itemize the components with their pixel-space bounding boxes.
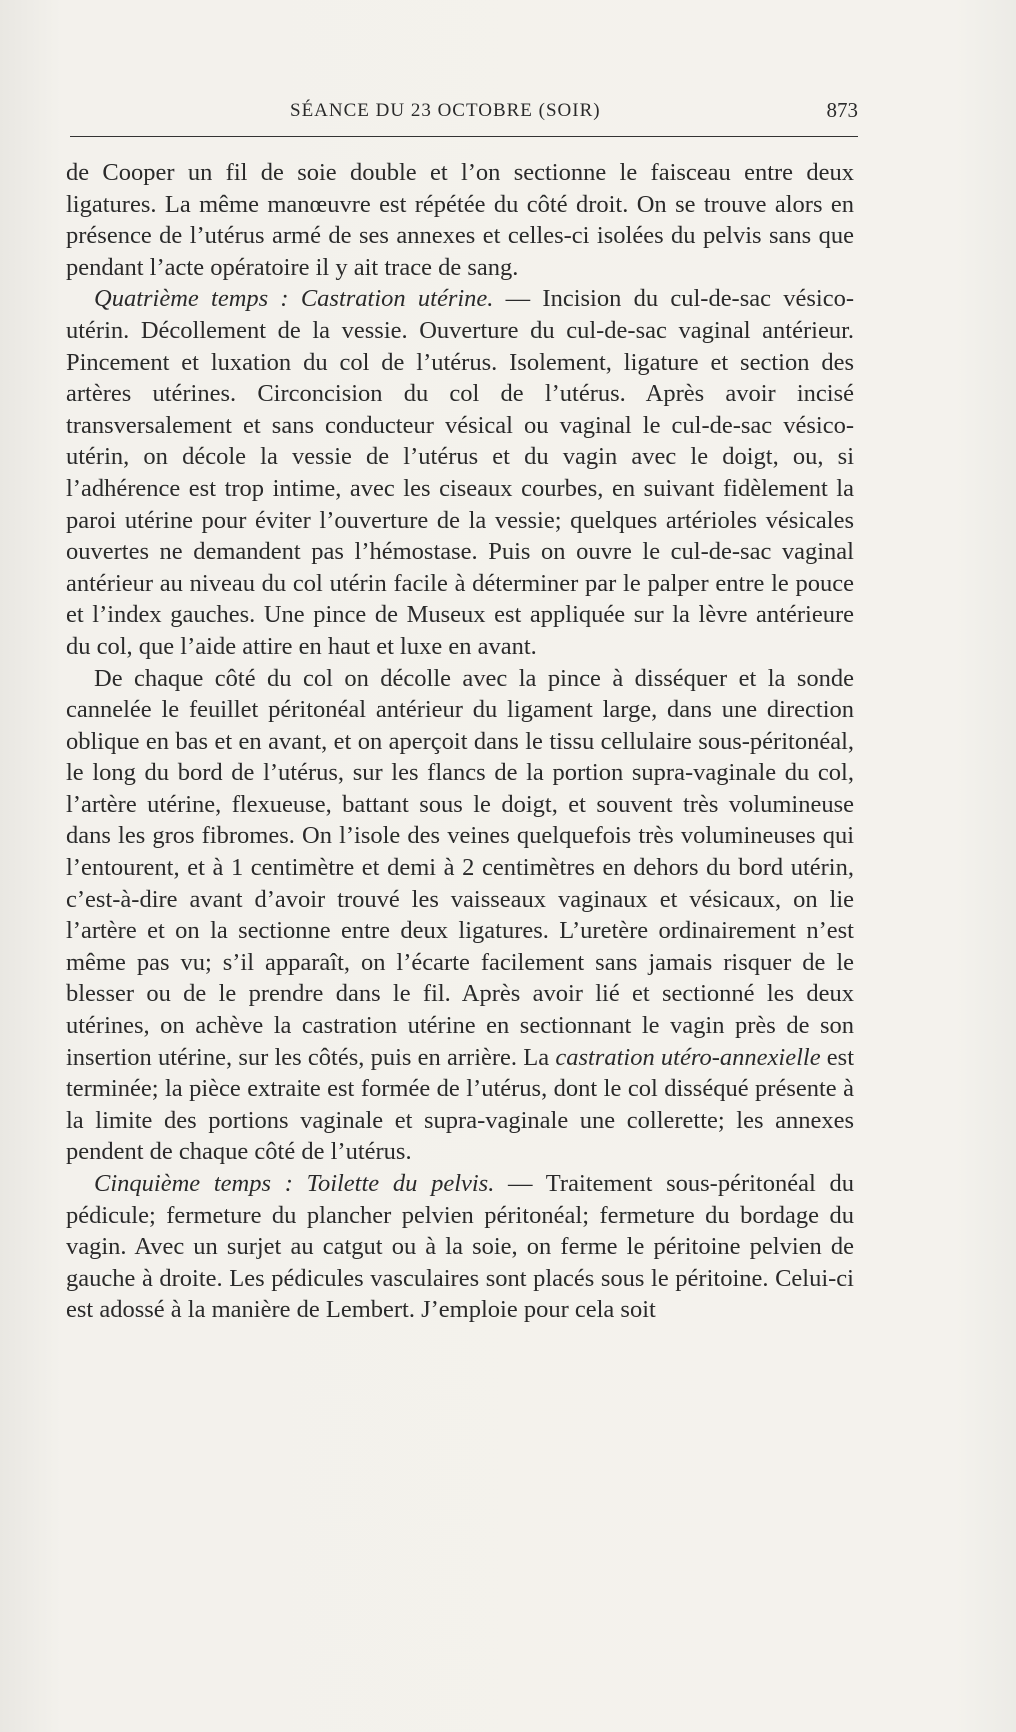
body-text (66, 157, 854, 1326)
section-title-5: Cinquième temps : Toilette du pelvis. (94, 1170, 495, 1197)
paragraph-2-text: — Incision du cul-de-sac vésico-utérin. Décollement de la vessie. Ouverture du cul-de-sac vaginal antérieur. Pincement et luxation du col de l’utérus. Isolement, ligature et section des artères utérines. Circoncision du col de l’utérus. Après avoir incisé transversalement et sans conducteur vésical ou vaginal le cul-de-sac vésico-utérin, on décole la vessie de l’utérus et du vagin avec le doigt, ou, si l’adhérence est trop intime, avec les ciseaux courbes, en suivant fidèlement la paroi utérine pour éviter l’ouverture de la vessie; quelques artérioles vésicales ouvertes ne demandent pas l’hémostase. Puis on ouvre le cul-de-sac vaginal antérieur au niveau du col utérin facile à déterminer par le palper entre le pouce et l’index gauches. Une pince de Museux est appliquée sur la lèvre antérieure du col, que l’aide attire en haut et luxe en avant. (66, 285, 854, 660)
section-title-4: Quatrième temps : Castration utérine. (94, 285, 494, 313)
page-number: 873 (826, 98, 858, 122)
paragraph-3 (66, 663, 854, 1169)
paragraph-3-text-a: De chaque côté du col on décolle avec la pince à disséquer et la sonde cannelée le feuillet péritonéal antérieur du ligament large, dans une direction oblique en bas et en avant, et on aperçoit dans le tissu cellulaire sous-péritonéal, le long du bord de l’utérus, sur les flancs de la portion supra-vaginale du col, l’artère utérine, flexueuse, battant sous le doigt, et souvent très volumineuse dans les gros fibromes. On l’isole des veines quelquefois très volumineuses qui l’entourent, et à 1 centimètre et demi à 2 centimètres en dehors du bord utérin, c’est-à-dire avant d’avoir trouvé les vaisseaux vaginaux et vésicaux, on lie l’artère et on la sectionne entre deux ligatures. L’uretère ordinairement n’est même pas vu; s’il apparaît, on l’écarte facilement sans jamais risquer de le blesser ou de le prendre dans le fil. Après avoir lié et sectionné les deux utérines, on achève la castration utérine en sectionnant le vagin près de son insertion utérine, sur les côtés, puis en arrière. La (66, 664, 854, 1071)
header-rule (70, 136, 858, 137)
running-header (70, 96, 858, 130)
paragraph-4-text: — Traitement sous-péritonéal du pédicule; fermeture du plancher pelvien péritonéal; fermeture du bordage du vagin. Avec un surjet au catgut ou à la soie, on ferme le péritoine pelvien de gauche à droite. Les pédicules vasculaires sont placés sous le péritoine. Celui-ci est adossé à la manière de Lembert. J’emploie pour cela soit (66, 1170, 854, 1324)
paragraph-3-italic: castration utéro-annexielle (555, 1043, 821, 1071)
paragraph-2 (66, 283, 854, 662)
running-title: SÉANCE DU 23 OCTOBRE (SOIR) (290, 100, 601, 121)
paragraph-3-text-b: est terminée; la pièce extraite est formée de l’utérus, dont le col disséqué présente à la limite des portions vaginale et supra-vaginale une collerette; les annexes pendent de chaque côté de l’utérus. (66, 1043, 854, 1166)
paragraph-4 (66, 1168, 854, 1326)
paragraph-1: de Cooper un fil de soie double et l’on sectionne le faisceau entre deux ligatures. La même manœuvre est répétée du côté droit. On se trouve alors en présence de l’utérus armé de ses annexes et celles-ci isolées du pelvis sans que pendant l’acte opératoire il y ait trace de sang. (66, 159, 854, 281)
